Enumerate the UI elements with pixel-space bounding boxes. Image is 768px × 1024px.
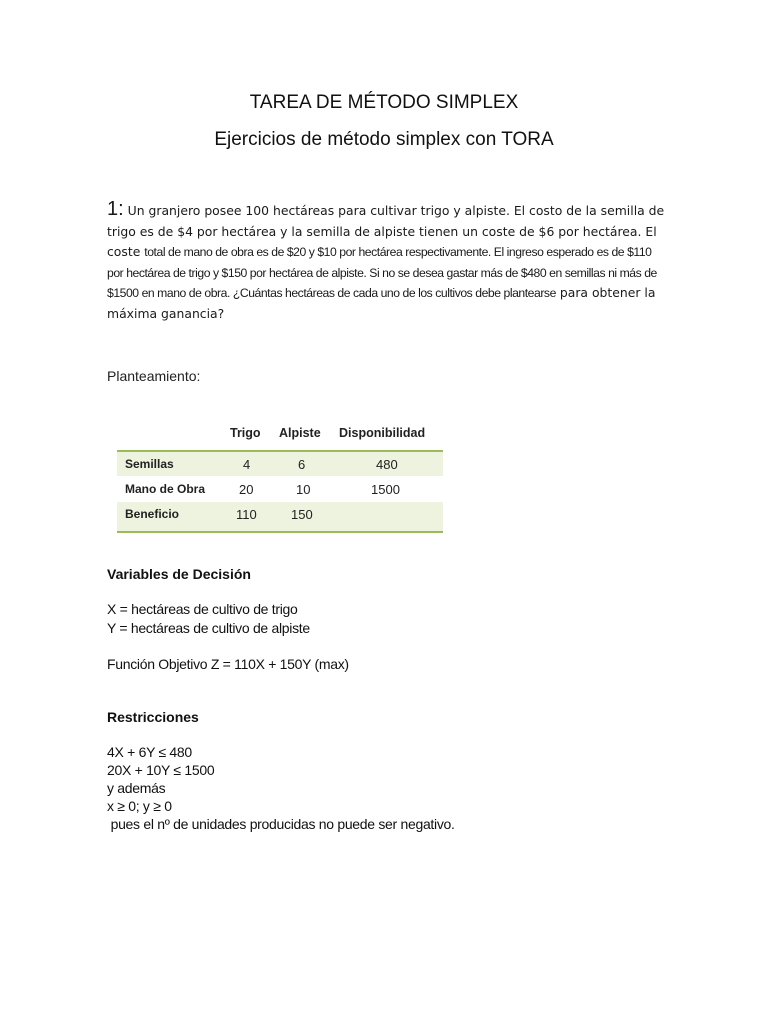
exercise-text-part2: total de mano de obra es de $20 y $10 por hectárea respectivamente. El ingreso esperado es de $110 por hectárea de trigo y $150 por hectárea de alpiste. Si no se desea gastar más de $480 en semillas ni más de $1500 en mano de obra. ¿Cuántas hectáreas de cada uno de los cultivos debe plantearse: [107, 245, 657, 301]
objective-function: Función Objetivo Z = 110X + 150Y (max): [107, 656, 349, 672]
exercise-text-part3: para obtener la máxima ganancia?: [107, 285, 656, 321]
row-label: Mano de Obra: [125, 482, 206, 496]
table-bottom-rule: [117, 531, 443, 533]
cell-alpiste: 150: [291, 507, 313, 522]
planteamiento-label: Planteamiento:: [107, 368, 201, 384]
row-label: Semillas: [125, 457, 174, 471]
variable-x-definition: X = hectáreas de cultivo de trigo: [107, 601, 298, 617]
cell-disponibilidad: 480: [376, 457, 398, 472]
cell-trigo: 20: [239, 482, 254, 497]
restriction-line: y además: [107, 780, 166, 796]
variables-heading: Variables de Decisión: [107, 566, 251, 582]
cell-trigo: 110: [236, 507, 257, 522]
exercise-text-part1: Un granjero posee 100 hectáreas para cultivar trigo y alpiste. El costo de la semilla de trigo es de $4 por hectárea y la semilla de alpiste tienen un coste de $6 por hectárea. El coste: [107, 203, 665, 260]
exercise-statement: [107, 199, 667, 325]
variable-y-definition: Y = hectáreas de cultivo de alpiste: [107, 620, 310, 636]
column-header-alpiste: Alpiste: [279, 426, 321, 440]
restriction-line: 20X + 10Y ≤ 1500: [107, 762, 215, 778]
cell-disponibilidad: 1500: [371, 482, 400, 497]
restriction-line: 4X + 6Y ≤ 480: [107, 744, 192, 760]
restriction-line: x ≥ 0; y ≥ 0: [107, 798, 172, 814]
document-title: TAREA DE MÉTODO SIMPLEX: [249, 92, 519, 113]
cell-alpiste: 6: [298, 457, 306, 472]
column-header-trigo: Trigo: [230, 426, 261, 440]
column-header-disponibilidad: Disponibilidad: [339, 426, 426, 440]
cell-alpiste: 10: [296, 482, 311, 497]
exercise-number: 1:: [107, 198, 124, 220]
table-row: [117, 477, 443, 501]
table-row: [117, 502, 443, 531]
document-subtitle: Ejercicios de método simplex con TORA: [214, 129, 554, 150]
restrictions-heading: Restricciones: [107, 709, 199, 725]
restriction-note: pues el nº de unidades producidas no puede ser negativo.: [107, 816, 455, 832]
table-row: [117, 452, 443, 476]
data-table: [117, 420, 443, 536]
row-label: Beneficio: [125, 507, 180, 521]
cell-trigo: 4: [243, 457, 251, 472]
